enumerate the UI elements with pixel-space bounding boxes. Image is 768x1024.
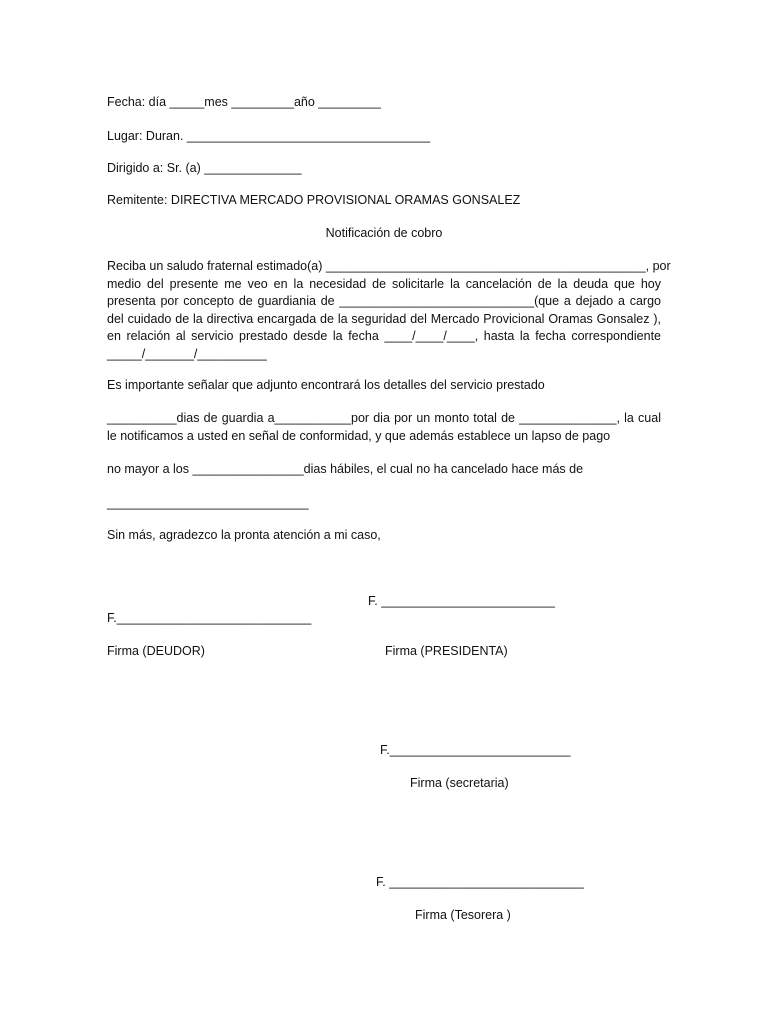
paragraph-line: _____/_______/__________	[107, 346, 267, 361]
signature-line-deudor: F.____________________________	[107, 611, 312, 625]
paragraph-line: medio del presente me veo en la necesidad de solicitarle la cancelación de la deuda que hoy	[107, 276, 661, 291]
signature-label-tesorera: Firma (Tesorera )	[415, 908, 511, 922]
paragraph-line: le notificamos a usted en señal de conformidad, y que además establece un lapso de pago	[107, 429, 611, 443]
closing-line: Sin más, agradezco la pronta atención a mi caso,	[107, 528, 381, 542]
date-line: Fecha: día _____mes _________año _________	[107, 95, 381, 109]
paragraph-line: __________dias de guardia a___________por dia por un monto total de ______________, la cual	[107, 411, 661, 425]
place-line: Lugar: Duran. ___________________________________	[107, 129, 431, 143]
signature-line-secretaria: F.__________________________	[380, 743, 571, 757]
document-title: Notificación de cobro	[325, 226, 443, 240]
blank-line: _____________________________	[107, 496, 309, 510]
signature-line-presidenta: F. _________________________	[368, 594, 555, 608]
signature-label-deudor: Firma (DEUDOR)	[107, 644, 205, 658]
addressee-line: Dirigido a: Sr. (a) ______________	[107, 161, 302, 175]
paragraph-line: en relación al servicio prestado desde la fecha ____/____/____, hasta la fecha correspondiente	[107, 329, 661, 343]
sender-line: Remitente: DIRECTIVA MERCADO PROVISIONAL ORAMAS GONSALEZ	[107, 193, 521, 207]
paragraph-deadline: no mayor a los ________________dias hábiles, el cual no ha cancelado hace más de	[107, 462, 584, 476]
paragraph-line: del cuidado de la directiva encargada de la seguridad del Mercado Provicional Oramas Gonsalez ),	[107, 311, 661, 326]
paragraph-line: Reciba un saludo fraternal estimado(a) ______________________________________________, por	[107, 259, 671, 273]
paragraph-line: presenta por concepto de guardiania de ____________________________(que a dejado a cargo	[107, 294, 661, 308]
signature-label-secretaria: Firma (secretaria)	[410, 776, 509, 790]
paragraph-details: Es importante señalar que adjunto encontrará los detalles del servicio prestado	[107, 378, 545, 392]
signature-line-tesorera: F. ____________________________	[376, 875, 584, 889]
signature-label-presidenta: Firma (PRESIDENTA)	[385, 644, 508, 658]
